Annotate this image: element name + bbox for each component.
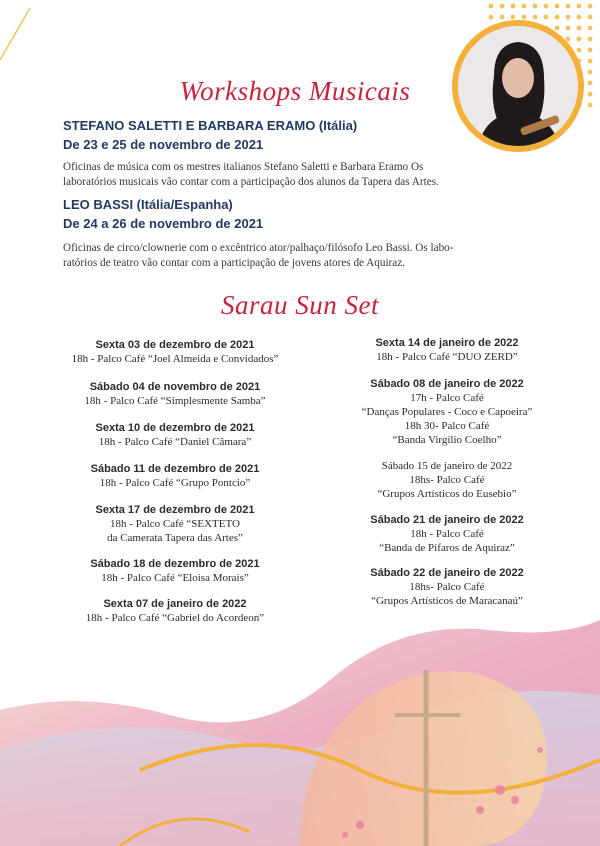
- decor-dot: [588, 59, 593, 64]
- decor-dot: [489, 15, 494, 20]
- decor-dot: [544, 15, 549, 20]
- wave-illustration: [0, 600, 600, 846]
- workshop-1-name: STEFANO SALETTI E BARBARA ERAMO (Itália): [63, 118, 358, 133]
- event-left-3: [40, 421, 310, 449]
- event-left-5: [40, 503, 310, 545]
- decor-dot: [500, 15, 505, 20]
- decor-dot: [566, 26, 571, 31]
- event-line: 17h - Palco Café: [410, 392, 484, 404]
- decor-dot: [588, 26, 593, 31]
- event-date: Sexta 07 de janeiro de 2022: [103, 598, 247, 610]
- event-line: 18h - Palco Café “Grupo Pontcio”: [99, 477, 251, 489]
- workshop-2-description: [63, 241, 543, 271]
- decor-dot: [511, 4, 516, 9]
- event-line: “Grupos Artísticos de Maracanaú”: [371, 595, 523, 607]
- event-line: “Banda Virgílio Coelho”: [392, 434, 502, 446]
- event-date: Sexta 17 de dezembro de 2021: [95, 504, 255, 516]
- event-date: Sexta 10 de dezembro de 2021: [95, 422, 255, 434]
- event-line: 18hs- Palco Café: [409, 581, 485, 593]
- event-left-6: [40, 557, 310, 585]
- workshop-1-desc-line-1: Oficinas de música com os mestres italianos Stefano Saletti e Barbara Eramo Os: [63, 161, 424, 173]
- event-date: Sábado 21 de janeiro de 2022: [370, 514, 524, 526]
- event-line: 18h - Palco Café “Daniel Câmara”: [98, 436, 252, 448]
- decor-dot: [588, 81, 593, 86]
- decor-dot: [577, 37, 582, 42]
- workshop-1-date: De 23 e 25 de novembro de 2021: [63, 137, 264, 152]
- decor-dot: [489, 4, 494, 9]
- decor-dot: [588, 15, 593, 20]
- event-date: Sexta 03 de dezembro de 2021: [95, 339, 255, 351]
- decor-dot: [544, 4, 549, 9]
- event-line: 18h - Palco Café “Gabriel do Acordeon”: [85, 612, 265, 624]
- decor-dot: [588, 70, 593, 75]
- event-left-1: [40, 338, 310, 366]
- event-right-3: [312, 459, 582, 501]
- decor-dot: [566, 4, 571, 9]
- decor-dot: [577, 4, 582, 9]
- workshop-2-desc-line-2: ratórios de teatro vão contar com a participação de jovens atores de Aquiraz.: [63, 257, 406, 269]
- decor-dot: [577, 26, 582, 31]
- decor-dot: [511, 15, 516, 20]
- event-date: Sexta 14 de janeiro de 2022: [375, 337, 519, 349]
- workshop-2-desc-line-1: Oficinas de circo/clownerie com o excêntrico ator/palhaço/filósofo Leo Bassi. Os labo-: [63, 242, 454, 254]
- decor-dot: [588, 48, 593, 53]
- workshops-title: Workshops Musicais: [179, 76, 411, 106]
- event-line: 18h 30- Palco Café: [404, 420, 490, 432]
- decor-dot: [588, 92, 593, 97]
- event-date: Sábado 18 de dezembro de 2021: [90, 558, 260, 570]
- workshop-2-name: LEO BASSI (Itália/Espanha): [63, 197, 233, 212]
- event-line: “Danças Populares - Coco e Capoeira”: [361, 406, 533, 418]
- workshop-2-date: De 24 a 26 de novembro de 2021: [63, 216, 264, 231]
- workshop-1-description: [63, 160, 543, 190]
- corner-line-decoration: [0, 0, 60, 80]
- decor-dot: [500, 4, 505, 9]
- event-right-4: [312, 513, 582, 555]
- event-line: 18h - Palco Café: [410, 528, 484, 540]
- event-line: 18hs- Palco Café: [409, 474, 485, 486]
- event-date: Sábado 11 de dezembro de 2021: [90, 463, 260, 475]
- decor-dot: [566, 15, 571, 20]
- workshop-1-desc-line-2: laboratórios musicais vão contar com a participação dos alunos da Tapera das Artes.: [63, 176, 439, 188]
- decor-dot: [588, 103, 593, 108]
- event-line: 18h - Palco Café “Eloisa Morais”: [101, 572, 249, 584]
- event-date: Sábado 08 de janeiro de 2022: [370, 378, 524, 390]
- decor-dot: [577, 48, 582, 53]
- decor-dot: [522, 4, 527, 9]
- event-line: 18h - Palco Café “Joel Almeida e Convidados”: [71, 353, 279, 365]
- event-line: da Camerata Tapera das Artes”: [107, 532, 243, 544]
- event-line: 18h - Palco Café “DUO ZERD”: [376, 351, 518, 363]
- event-date: Sábado 04 de novembro de 2021: [89, 381, 261, 393]
- decor-dot: [555, 15, 560, 20]
- decor-dot: [577, 15, 582, 20]
- decor-dot: [522, 15, 527, 20]
- event-left-4: [40, 462, 310, 490]
- decor-dot: [555, 4, 560, 9]
- artist-photo: [452, 20, 584, 152]
- decor-dot: [533, 15, 538, 20]
- decor-dot: [533, 4, 538, 9]
- event-right-1: [312, 336, 582, 364]
- decor-dot: [555, 26, 560, 31]
- event-line: 18h - Palco Café “Simplesmente Samba”: [84, 395, 266, 407]
- sarau-title: Sarau Sun Set: [221, 290, 379, 320]
- decor-dot: [588, 4, 593, 9]
- decor-dot: [588, 37, 593, 42]
- event-right-2: [312, 377, 582, 447]
- event-line: “Grupos Artísticos do Eusebio”: [377, 488, 517, 500]
- event-line: “Banda de Pífaros de Aquiraz”: [379, 542, 515, 554]
- event-left-2: [40, 380, 310, 408]
- event-line: 18h - Palco Café “SEXTETO: [110, 518, 240, 530]
- event-date: Sábado 22 de janeiro de 2022: [370, 567, 524, 579]
- event-date: Sábado 15 de janeiro de 2022: [381, 460, 513, 472]
